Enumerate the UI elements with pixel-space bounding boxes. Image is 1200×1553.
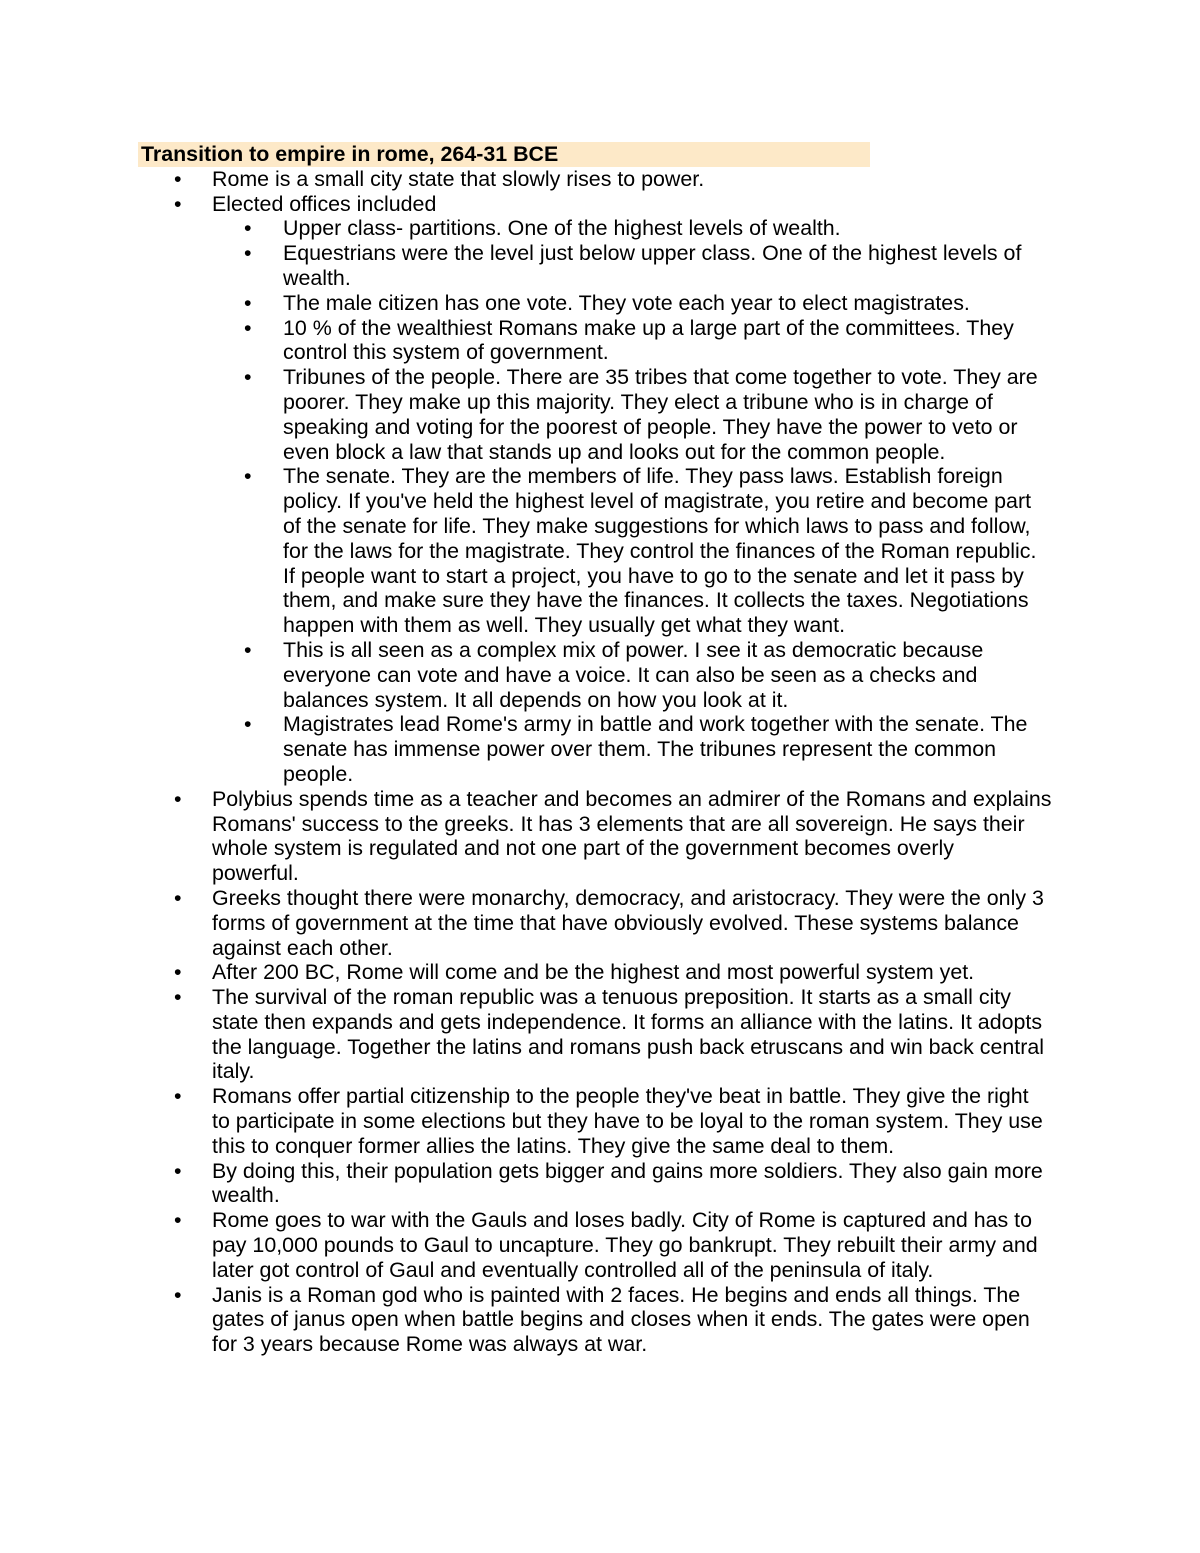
bullet-icon: • (244, 637, 252, 662)
bullet-text-line: Upper class- partitions. One of the highest levels of wealth. (283, 216, 841, 241)
sub-bullet-item (0, 712, 1200, 786)
bullet-text-line: By doing this, their population gets bigger and gains more soldiers. They also gain more (212, 1158, 1043, 1183)
bullet-icon: • (174, 166, 182, 191)
bullet-text-line: for 3 years because Rome was always at war. (212, 1332, 648, 1357)
document-title: Transition to empire in rome, 264-31 BCE (138, 142, 870, 167)
document-page (0, 142, 1200, 1357)
bullet-icon: • (174, 985, 182, 1010)
bullet-text-line: If people want to start a project, you have to go to the senate and let it pass by (283, 563, 1024, 588)
bullet-item (0, 1283, 1200, 1357)
bullet-icon: • (244, 290, 252, 315)
bullet-text-line: 10 % of the wealthiest Romans make up a large part of the committees. They (283, 315, 1014, 340)
bullet-text-line: speaking and voting for the poorest of people. They have the power to veto or (283, 414, 1018, 439)
bullet-text-line: Janis is a Roman god who is painted with 2 faces. He begins and ends all things. The (212, 1282, 1021, 1307)
bullet-item (0, 167, 1200, 192)
bullet-item (0, 985, 1200, 1084)
bullet-text-line: pay 10,000 pounds to Gaul to uncapture. They go bankrupt. They rebuilt their army and (212, 1233, 1038, 1258)
bullet-text-line: for the laws for the magistrate. They control the finances of the Roman republic. (283, 538, 1037, 563)
sub-bullet-item (0, 241, 1200, 291)
bullet-text-line: balances system. It all depends on how you look at it. (283, 687, 789, 712)
bullet-icon: • (174, 786, 182, 811)
bullet-text-line: control this system of government. (283, 340, 609, 365)
bullet-text-line: whole system is regulated and not one part of the government becomes overly (212, 836, 954, 861)
bullet-text-line: The male citizen has one vote. They vote each year to elect magistrates. (283, 290, 970, 315)
bullet-text-line: Romans' success to the greeks. It has 3 elements that are all sovereign. He says their (212, 811, 1025, 836)
bullet-text-line: of the senate for life. They make suggestions for which laws to pass and follow, (283, 513, 1031, 538)
bullet-item (0, 960, 1200, 985)
bullet-text-line: powerful. (212, 861, 299, 886)
bullet-text-line: happen with them as well. They usually get what they want. (283, 613, 846, 638)
bullet-text-line: everyone can vote and have a voice. It can also be seen as a checks and (283, 662, 978, 687)
sub-bullet-item (0, 316, 1200, 366)
bullet-item (0, 787, 1200, 886)
bullet-item (0, 1208, 1200, 1282)
sub-bullet-item (0, 464, 1200, 638)
bullet-text-line: senate has immense power over them. The tribunes represent the common (283, 737, 996, 762)
bullet-icon: • (174, 885, 182, 910)
bullet-icon: • (244, 216, 252, 241)
bullet-text-line: The senate. They are the members of life. They pass laws. Establish foreign (283, 464, 1003, 489)
bullet-text-line: poorer. They make up this majority. They elect a tribune who is in charge of (283, 389, 993, 414)
bullet-text-line: against each other. (212, 935, 393, 960)
bullet-text-line: to participate in some elections but they have to be loyal to the roman system. They use (212, 1109, 1043, 1134)
bullet-icon: • (174, 960, 182, 985)
bullet-icon: • (244, 365, 252, 390)
bullet-icon: • (244, 315, 252, 340)
bullet-text-line: Equestrians were the level just below upper class. One of the highest levels of (283, 241, 1022, 266)
bullet-text-line: Romans offer partial citizenship to the people they've beat in battle. They give the right (212, 1084, 1029, 1109)
bullet-text-line: Rome is a small city state that slowly rises to power. (212, 166, 705, 191)
bullet-text-line: state then expands and gets independence. It forms an alliance with the latins. It adopts (212, 1009, 1043, 1034)
sub-bullet-item (0, 638, 1200, 712)
bullet-text-line: Tribunes of the people. There are 35 tribes that come together to vote. They are (283, 365, 1038, 390)
bullet-text-line: people. (283, 761, 354, 786)
bullet-text-line: policy. If you've held the highest level of magistrate, you retire and become part (283, 489, 1032, 514)
bullet-text-line: them, and make sure they have the finances. It collects the taxes. Negotiations (283, 588, 1029, 613)
bullet-item (0, 1159, 1200, 1209)
bullet-text-line: Polybius spends time as a teacher and becomes an admirer of the Romans and explains (212, 786, 1052, 811)
sub-bullet-item (0, 291, 1200, 316)
bullet-icon: • (174, 1282, 182, 1307)
bullet-item (0, 1084, 1200, 1158)
bullet-text-line: later got control of Gaul and eventually controlled all of the peninsula of italy. (212, 1257, 934, 1282)
bullet-text-line: the language. Together the latins and romans push back etruscans and win back central (212, 1034, 1044, 1059)
sub-bullet-list (0, 216, 1200, 786)
bullet-text-line: Elected offices included (212, 191, 437, 216)
bullet-text-line: After 200 BC, Rome will come and be the highest and most powerful system yet. (212, 960, 975, 985)
bullet-icon: • (244, 241, 252, 266)
bullet-item (0, 886, 1200, 960)
bullet-group-elected-offices (0, 192, 1200, 787)
bullet-text-line: italy. (212, 1059, 255, 1084)
bullet-text-line: The survival of the roman republic was a tenuous preposition. It starts as a small city (212, 985, 1011, 1010)
bullet-text-line: wealth. (212, 1183, 280, 1208)
bullet-icon: • (174, 1208, 182, 1233)
bullet-icon: • (174, 1084, 182, 1109)
sub-bullet-item (0, 365, 1200, 464)
bullet-text-line: This is all seen as a complex mix of power. I see it as democratic because (283, 637, 984, 662)
sub-bullet-item (0, 216, 1200, 241)
bullet-icon: • (244, 464, 252, 489)
bullet-text-line: this to conquer former allies the latins. They give the same deal to them. (212, 1133, 895, 1158)
bullet-text-line: Greeks thought there were monarchy, democracy, and aristocracy. They were the only 3 (212, 885, 1044, 910)
bullet-icon: • (174, 1158, 182, 1183)
bullet-text-line: forms of government at the time that have obviously evolved. These systems balance (212, 910, 1019, 935)
bullet-text-line: gates of janus open when battle begins and closes when it ends. The gates were open (212, 1307, 1030, 1332)
bullet-text-line: wealth. (283, 265, 351, 290)
bullet-item (0, 192, 1200, 217)
bullet-text-line: Magistrates lead Rome's army in battle and work together with the senate. The (283, 712, 1028, 737)
bullet-icon: • (174, 191, 182, 216)
bullet-text-line: Rome goes to war with the Gauls and loses badly. City of Rome is captured and has to (212, 1208, 1032, 1233)
bullet-list (0, 167, 1200, 1357)
bullet-text-line: even block a law that stands up and looks out for the common people. (283, 439, 946, 464)
bullet-icon: • (244, 712, 252, 737)
